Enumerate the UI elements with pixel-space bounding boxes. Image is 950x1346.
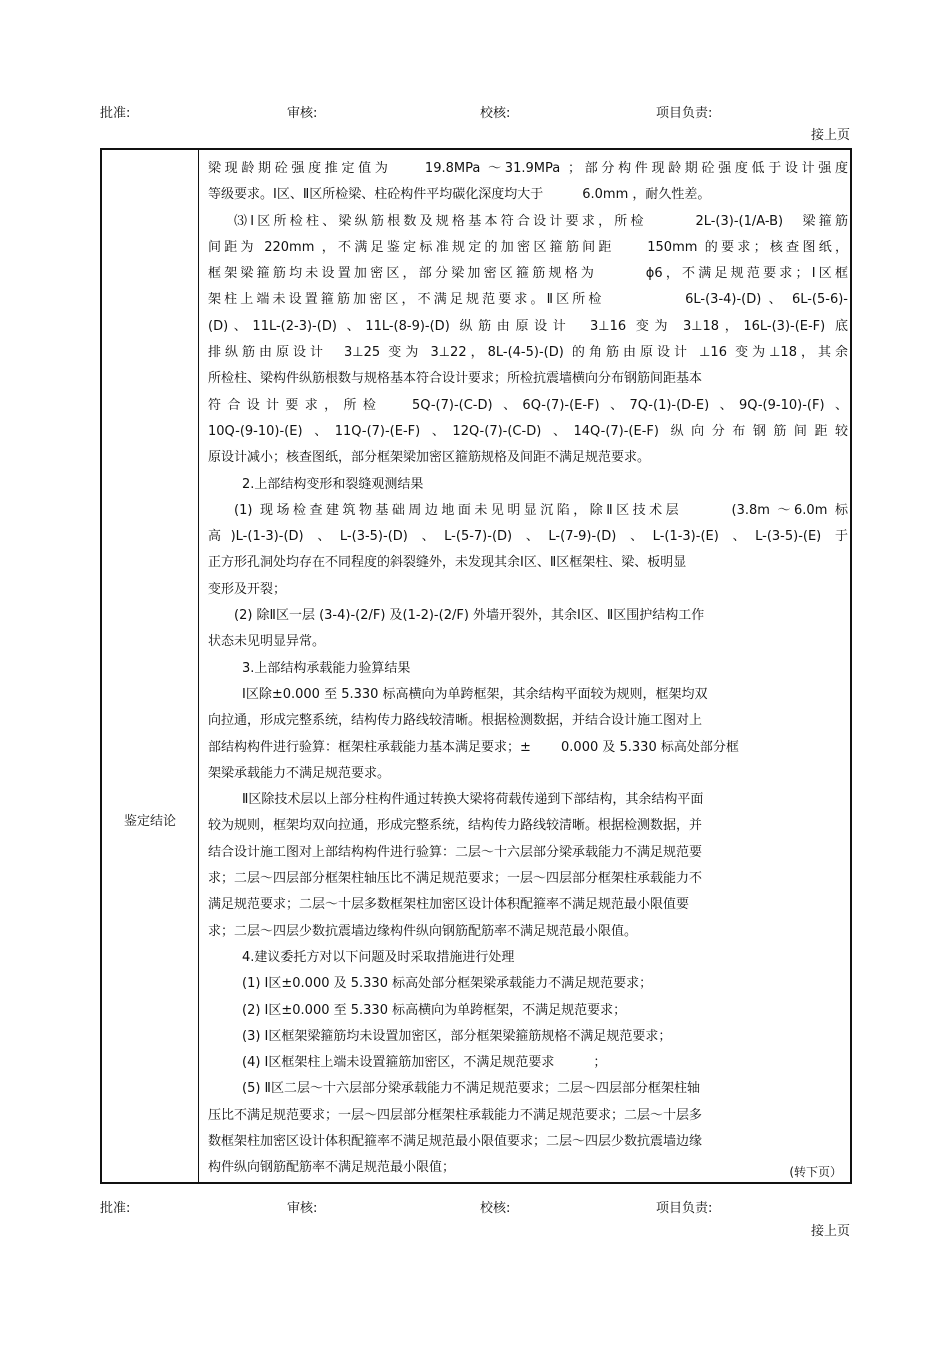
text-line: 3.上部结构承载能力验算结果 <box>242 660 411 676</box>
text-line: 间距为 220mm ，不满足鉴定标准规定的加密区箍筋间距 150mm 的要求；核查图纸， <box>208 239 848 255</box>
continued-from-label: 接上页 <box>810 128 850 143</box>
continued-from-label: 接上页 <box>810 1224 850 1239</box>
text-line: 求；二层～四层部分框架柱轴压比不满足规范要求；一层～四层部分框架柱承载能力不 <box>208 871 703 887</box>
text-line: (5) Ⅱ区二层～十六层部分梁承载能力不满足规范要求；二层～四层部分框架柱轴 <box>242 1081 700 1097</box>
header-signature-row <box>0 102 950 122</box>
conclusion-text <box>208 156 848 1182</box>
review-label: 审核: <box>287 106 318 121</box>
text-line: 求；二层～四层少数抗震墙边缘构件纵向钢筋配筋率不满足规范最小限值。 <box>208 923 638 939</box>
text-line: (2) 除Ⅱ区一层 (3-4)-(2/F) 及(1-2)-(2/F) 外墙开裂外，其余Ⅰ区、Ⅱ区围护结构工作 <box>234 608 705 624</box>
text-line: (3) Ⅰ区框架梁箍筋均未设置加密区，部分框架梁箍筋规格不满足规范要求； <box>242 1028 672 1044</box>
text-line: (4) Ⅰ区框架柱上端未设置箍筋加密区，不满足规范要求 ； <box>242 1055 607 1071</box>
approve-label: 批准: <box>100 106 131 121</box>
text-line: 正方形孔洞处均存在不同程度的斜裂缝外，未发现其余Ⅰ区、Ⅱ区框架柱、梁、板明显 <box>208 555 687 571</box>
text-line: 部结构构件进行验算：框架柱承载能力基本满足要求；± 0.000 及 5.330 标高处部分框 <box>208 739 739 755</box>
turn-page-note: (转下页） <box>789 1165 842 1179</box>
text-line: ⑶Ⅰ区所检柱、梁纵筋根数及规格基本符合设计要求，所检 2L-(3)-(1/A-B) 梁箍筋 <box>234 213 848 229</box>
text-line: 10Q-(9-10)-(E) 、11Q-(7)-(E-F) 、12Q-(7)-(C-D) 、14Q-(7)-(E-F) 纵向分布钢筋间距较 <box>208 423 848 439</box>
check-label: 校核: <box>480 1201 511 1216</box>
conclusion-table <box>100 148 852 1184</box>
text-line: (1) 现场检查建筑物基础周边地面未见明显沉陷，除Ⅱ区技术层 (3.8m ～6.0m 标 <box>234 502 848 518</box>
text-line: 4.建议委托方对以下问题及时采取措施进行处理 <box>242 949 515 965</box>
text-line: 压比不满足规范要求；一层～四层部分框架柱承载能力不满足规范要求；二层～十层多 <box>208 1107 703 1123</box>
text-line: 较为规则，框架均双向拉通，形成完整系统，结构传力路线较清晰。根据检测数据，并 <box>208 818 703 834</box>
project-lead-label: 项目负责: <box>656 106 713 121</box>
text-line: 状态未见明显异常。 <box>208 634 326 650</box>
text-line: 架梁承载能力不满足规范要求。 <box>208 765 391 781</box>
footer-signature-row <box>0 1197 950 1217</box>
text-line: Ⅱ区除技术层以上部分柱构件通过转换大梁将荷载传递到下部结构，其余结构平面 <box>242 792 704 808</box>
text-line: 满足规范要求；二层～十层多数框架柱加密区设计体积配箍率不满足规范最小限值要 <box>208 897 690 913</box>
section-label: 鉴定结论 <box>123 814 176 829</box>
text-line: 框架梁箍筋均未设置加密区，部分梁加密区箍筋规格为 ɸ6，不满足规范要求；Ⅰ区框 <box>208 266 848 282</box>
approve-label: 批准: <box>100 1201 131 1216</box>
text-line: 所检柱、梁构件纵筋根数与规格基本符合设计要求；所检抗震墙横向分布钢筋间距基本 <box>208 371 703 387</box>
text-line: 变形及开裂； <box>208 581 287 597</box>
text-line: 等级要求。Ⅰ区、Ⅱ区所检梁、柱砼构件平均碳化深度均大于 6.0mm ，耐久性差。 <box>208 187 711 203</box>
check-label: 校核: <box>480 106 511 121</box>
review-label: 审核: <box>287 1201 318 1216</box>
project-lead-label: 项目负责: <box>656 1201 713 1216</box>
text-line: (D)、11L-(2-3)-(D) 、11L-(8-9)-(D) 纵筋由原设计 3⊥16 变为 3⊥18，16L-(3)-(E-F) 底 <box>208 318 848 334</box>
text-line: 符合设计要求，所检 5Q-(7)-(C-D) 、6Q-(7)-(E-F) 、7Q-(1)-(D-E) 、9Q-(9-10)-(F) 、 <box>208 397 848 413</box>
text-line: Ⅰ区除±0.000 至 5.330 标高横向为单跨框架，其余结构平面较为规则，框架均双 <box>242 686 708 702</box>
text-line: 结合设计施工图对上部结构构件进行验算：二层～十六层部分梁承载能力不满足规范要 <box>208 844 703 860</box>
column-divider <box>198 150 199 1182</box>
text-line: 2.上部结构变形和裂缝观测结果 <box>242 476 424 492</box>
text-line: 向拉通，形成完整系统，结构传力路线较清晰。根据检测数据，并结合设计施工图对上 <box>208 713 703 729</box>
text-line: 梁现龄期砼强度推定值为 19.8MPa ～31.9MPa ；部分构件现龄期砼强度低于设计强度 <box>208 161 848 176</box>
text-line: 架柱上端未设置箍筋加密区，不满足规范要求。Ⅱ区所检 6L-(3-4)-(D) 、 6L-(5-6)- <box>208 292 848 308</box>
text-line: 高)L-(1-3)-(D) 、L-(3-5)-(D) 、L-(5-7)-(D) 、L-(7-9)-(D) 、L-(1-3)-(E) 、L-(3-5)-(E) 于 <box>208 529 848 545</box>
text-line: 数框架柱加密区设计体积配箍率不满足规范最小限值要求；二层～四层少数抗震墙边缘 <box>208 1133 703 1149</box>
text-line: 原设计减小；核查图纸，部分框架梁加密区箍筋规格及间距不满足规范要求。 <box>208 450 651 466</box>
text-line: 排纵筋由原设计 3⊥25 变为 3⊥22，8L-(4-5)-(D) 的角筋由原设计 ⊥16 变为⊥18，其余 <box>208 345 848 361</box>
text-line: (2) Ⅰ区±0.000 至 5.330 标高横向为单跨框架，不满足规范要求； <box>242 1002 627 1018</box>
text-line: 构件纵向钢筋配筋率不满足规范最小限值； <box>208 1160 456 1176</box>
text-line: (1) Ⅰ区±0.000 及 5.330 标高处部分框架梁承载能力不满足规范要求； <box>242 976 653 992</box>
